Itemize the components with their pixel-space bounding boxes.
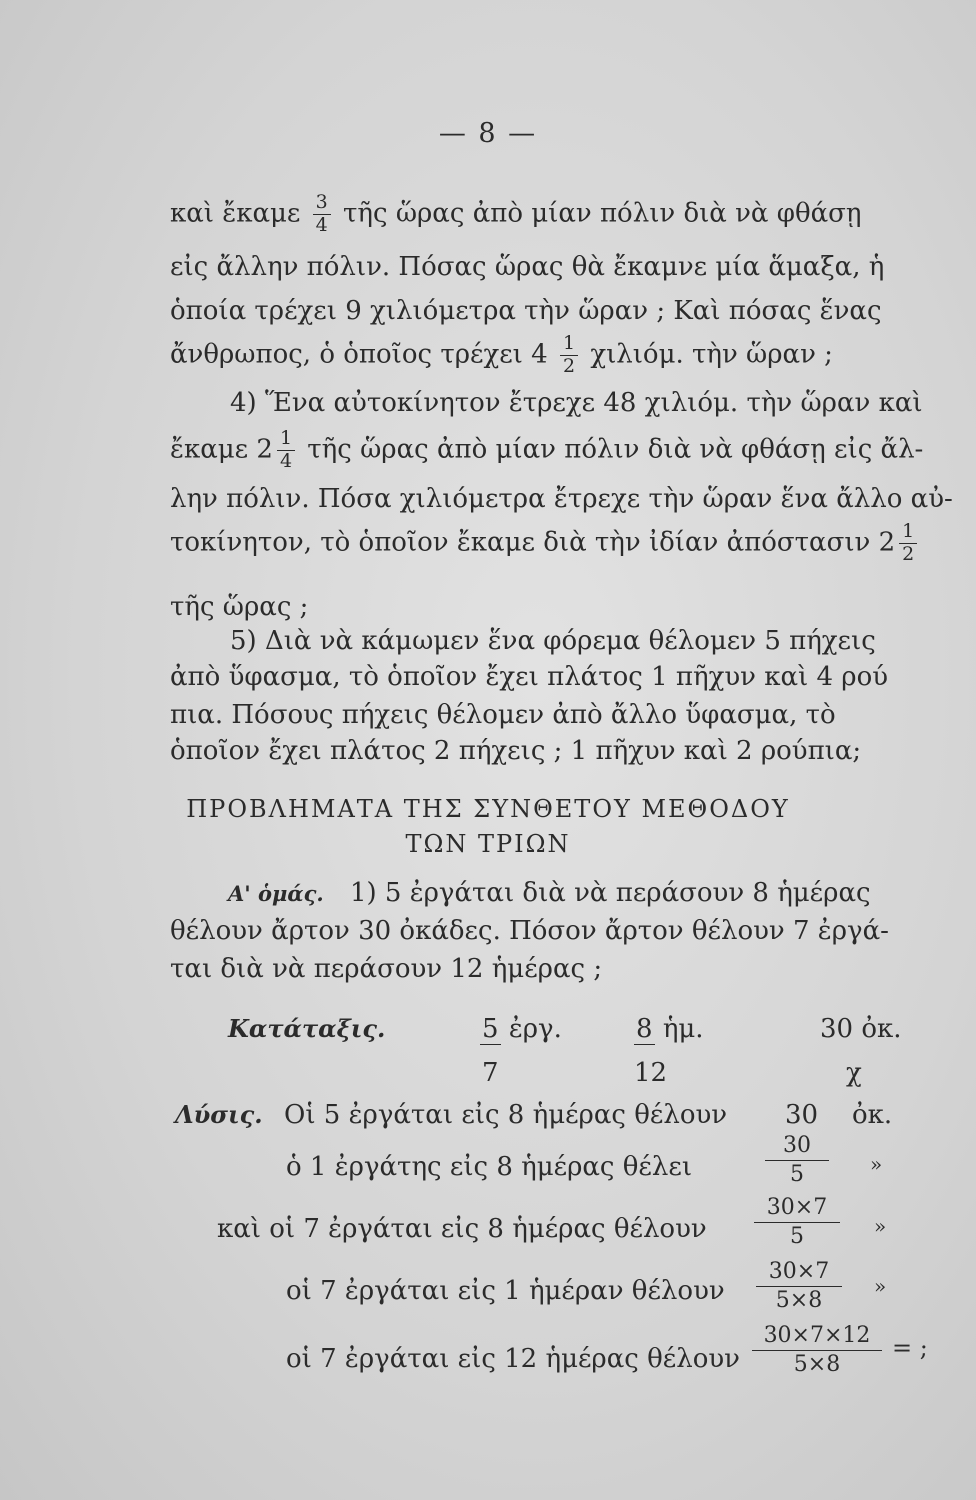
- lysis-row4-text: οἱ 7 ἐργάται εἰς 1 ἡμέραν θέλουν: [286, 1276, 725, 1306]
- lysis-row2-text: ὁ 1 ἐργάτης εἰς 8 ἡμέρας θέλει: [286, 1152, 693, 1182]
- lysis-label: Λύσις.: [175, 1100, 263, 1129]
- lysis-row5-mark: = ;: [892, 1334, 928, 1362]
- text: τῆς ὥρας ἀπὸ μίαν πόλιν διὰ νὰ φθάσῃ εἰς ἄλ-: [307, 434, 924, 465]
- okades-top: 30 ὀκ.: [820, 1014, 902, 1044]
- group-a-line1: [170, 880, 871, 906]
- text: ἔκαμε 2: [170, 434, 273, 465]
- okades-bottom: χ: [846, 1058, 862, 1088]
- para1-line1: [170, 192, 862, 237]
- lysis-row5-text: οἱ 7 ἐργάται εἰς 12 ἡμέρας θέλουν: [286, 1344, 740, 1374]
- lysis-row1-value: 30: [785, 1100, 819, 1130]
- lysis-row2-mark: »: [870, 1152, 883, 1176]
- section-title-line2: ΤΩΝ ΤΡΙΩΝ: [405, 830, 571, 858]
- text: τοκίνητον, τὸ ὁποῖον ἔκαμε διὰ τὴν ἰδίαν ἀπόστασιν 2: [170, 527, 896, 558]
- problem5-line3: πια. Πόσους πήχεις θέλομεν ἀπὸ ἄλλο ὕφασμα, τὸ: [170, 700, 836, 730]
- problem4-line5: τῆς ὥρας ;: [170, 592, 309, 622]
- lysis-row3-fraction: 30×7 5: [754, 1194, 840, 1250]
- lysis-row3-mark: »: [874, 1214, 887, 1238]
- lysis-row3-text: καὶ οἱ 7 ἐργάται εἰς 8 ἡμέρας θέλουν: [217, 1214, 707, 1244]
- workers-top: [480, 1014, 562, 1044]
- lysis-row1-unit: ὀκ.: [852, 1100, 893, 1130]
- lysis-row2-fraction: 30 5: [765, 1132, 829, 1188]
- text: χιλιόμ. τὴν ὥραν ;: [590, 339, 833, 370]
- unit: ἡμ.: [662, 1014, 704, 1044]
- group-a-line3: ται διὰ νὰ περάσουν 12 ἡμέρας ;: [170, 954, 603, 984]
- group-label: Α' ὁμάς.: [228, 881, 324, 906]
- group-a-line2: θέλουν ἄρτον 30 ὀκάδες. Πόσον ἄρτον θέλουν 7 ἐργά-: [170, 916, 889, 946]
- problem5-line1: 5) Διὰ νὰ κάμωμεν ἕνα φόρεμα θέλομεν 5 πήχεις: [230, 626, 876, 656]
- problem5-line2: ἀπὸ ὕφασμα, τὸ ὁποῖον ἔχει πλάτος 1 πῆχυν καὶ 4 ρού: [170, 662, 889, 692]
- para1-line2: εἰς ἄλλην πόλιν. Πόσας ὥρας θὰ ἔκαμνε μία ἅμαξα, ἡ: [170, 252, 885, 282]
- fraction: $\frac{1}{2}$: [560, 333, 578, 378]
- value: 8: [636, 1014, 653, 1044]
- fraction: $\frac{3}{4}$: [313, 192, 331, 237]
- para1-line4: [170, 333, 833, 378]
- katataxis-label: Κατάταξις.: [228, 1014, 386, 1043]
- text: 1) 5 ἐργάται διὰ νὰ περάσουν 8 ἡμέρας: [349, 878, 871, 908]
- value: 5: [482, 1014, 499, 1044]
- fraction: $\frac{1}{2}$: [899, 521, 917, 566]
- text: καὶ ἔκαμε: [170, 198, 301, 229]
- problem4-line2: [170, 428, 923, 473]
- para1-line3: ὁποία τρέχει 9 χιλιόμετρα τὴν ὥραν ; Καὶ πόσας ἕνας: [170, 296, 882, 326]
- workers-bottom: 7: [482, 1058, 499, 1088]
- problem4-line4: [170, 521, 921, 566]
- problem4-line1: 4) Ἕνα αὐτοκίνητον ἔτρεχε 48 χιλιόμ. τὴν ὥραν καὶ: [230, 388, 923, 418]
- fraction: $\frac{1}{4}$: [277, 428, 295, 473]
- problem4-line3: λην πόλιν. Πόσα χιλιόμετρα ἔτρεχε τὴν ὥραν ἕνα ἄλλο αὐ-: [170, 484, 953, 514]
- lysis-row4-fraction: 30×7 5×8: [756, 1258, 842, 1314]
- text: ἄνθρωπος, ὁ ὁποῖος τρέχει 4: [170, 339, 548, 370]
- lysis-row5-fraction: 30×7×12 5×8: [752, 1322, 882, 1378]
- unit: ἐργ.: [508, 1014, 562, 1044]
- lysis-row1-text: Οἱ 5 ἐργάται εἰς 8 ἡμέρας θέλουν: [284, 1100, 728, 1130]
- lysis-row4-mark: »: [874, 1274, 887, 1298]
- page-number: — 8 —: [438, 118, 538, 149]
- days-top: [634, 1014, 704, 1044]
- days-bottom: 12: [634, 1058, 668, 1088]
- problem5-line4: ὁποῖον ἔχει πλάτος 2 πήχεις ; 1 πῆχυν καὶ 2 ρούπια;: [170, 736, 862, 766]
- text: τῆς ὥρας ἀπὸ μίαν πόλιν διὰ νὰ φθάσῃ: [343, 198, 862, 229]
- section-title-line1: ΠΡΟΒΛΗΜΑΤΑ ΤΗΣ ΣΥΝΘΕΤΟΥ ΜΕΘΟΔΟΥ: [186, 795, 790, 823]
